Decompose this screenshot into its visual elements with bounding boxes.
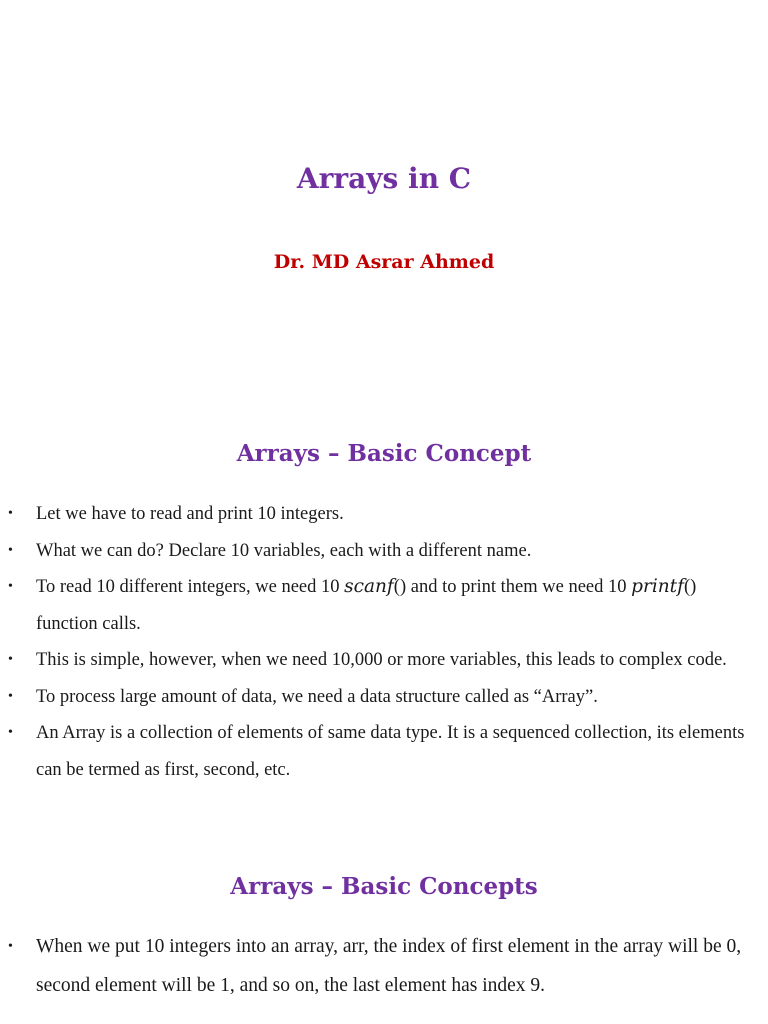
list-item [0, 642, 768, 679]
list-item [0, 496, 768, 533]
section-heading-basic-concept: Arrays – Basic Concept [236, 440, 532, 467]
list-item [0, 679, 768, 716]
list-item-text: This is simple, however, when we need 10,000 or more variables, this leads to complex code. [36, 650, 727, 670]
bullet-icon: • [8, 542, 13, 558]
list-item-text-pre: To read 10 different integers, we need 10 [36, 577, 345, 597]
list-item-text-mid: () and to print them we need 10 [393, 577, 632, 597]
list-item [0, 928, 768, 1005]
bullet-list-basic-concepts [0, 928, 768, 1005]
bullet-icon: • [8, 579, 13, 594]
list-item [0, 533, 768, 570]
document-title: Arrays in C [296, 162, 472, 195]
section-heading-basic-concepts: Arrays – Basic Concepts [230, 873, 538, 900]
list-item [0, 569, 768, 642]
bullet-icon: • [8, 939, 13, 954]
list-item-text: An Array is a collection of elements of same data type. It is a sequenced collection, its elements can be termed as first, second, etc. [36, 723, 745, 780]
list-item [0, 715, 768, 788]
author-name: Dr. MD Asrar Ahmed [273, 251, 495, 273]
bullet-icon: • [8, 725, 13, 740]
math-printf: printf [631, 576, 684, 597]
list-item-text: Let we have to read and print 10 integers. [36, 504, 344, 524]
math-scanf: scanf [344, 576, 394, 597]
bullet-icon: • [8, 688, 13, 704]
list-item-text: What we can do? Declare 10 variables, each with a different name. [36, 540, 532, 561]
bullet-icon: • [8, 652, 13, 667]
list-item-text-post: () function calls. [36, 577, 697, 634]
list-item-text: When we put 10 integers into an array, arr, the index of first element in the array will be 0, second element will be 1, and so on, the last element has index 9. [36, 936, 742, 996]
bullet-list-basic-concept [0, 496, 768, 788]
list-item-text: To process large amount of data, we need a data structure called as “Array”. [36, 686, 598, 707]
bullet-icon: • [8, 506, 13, 521]
